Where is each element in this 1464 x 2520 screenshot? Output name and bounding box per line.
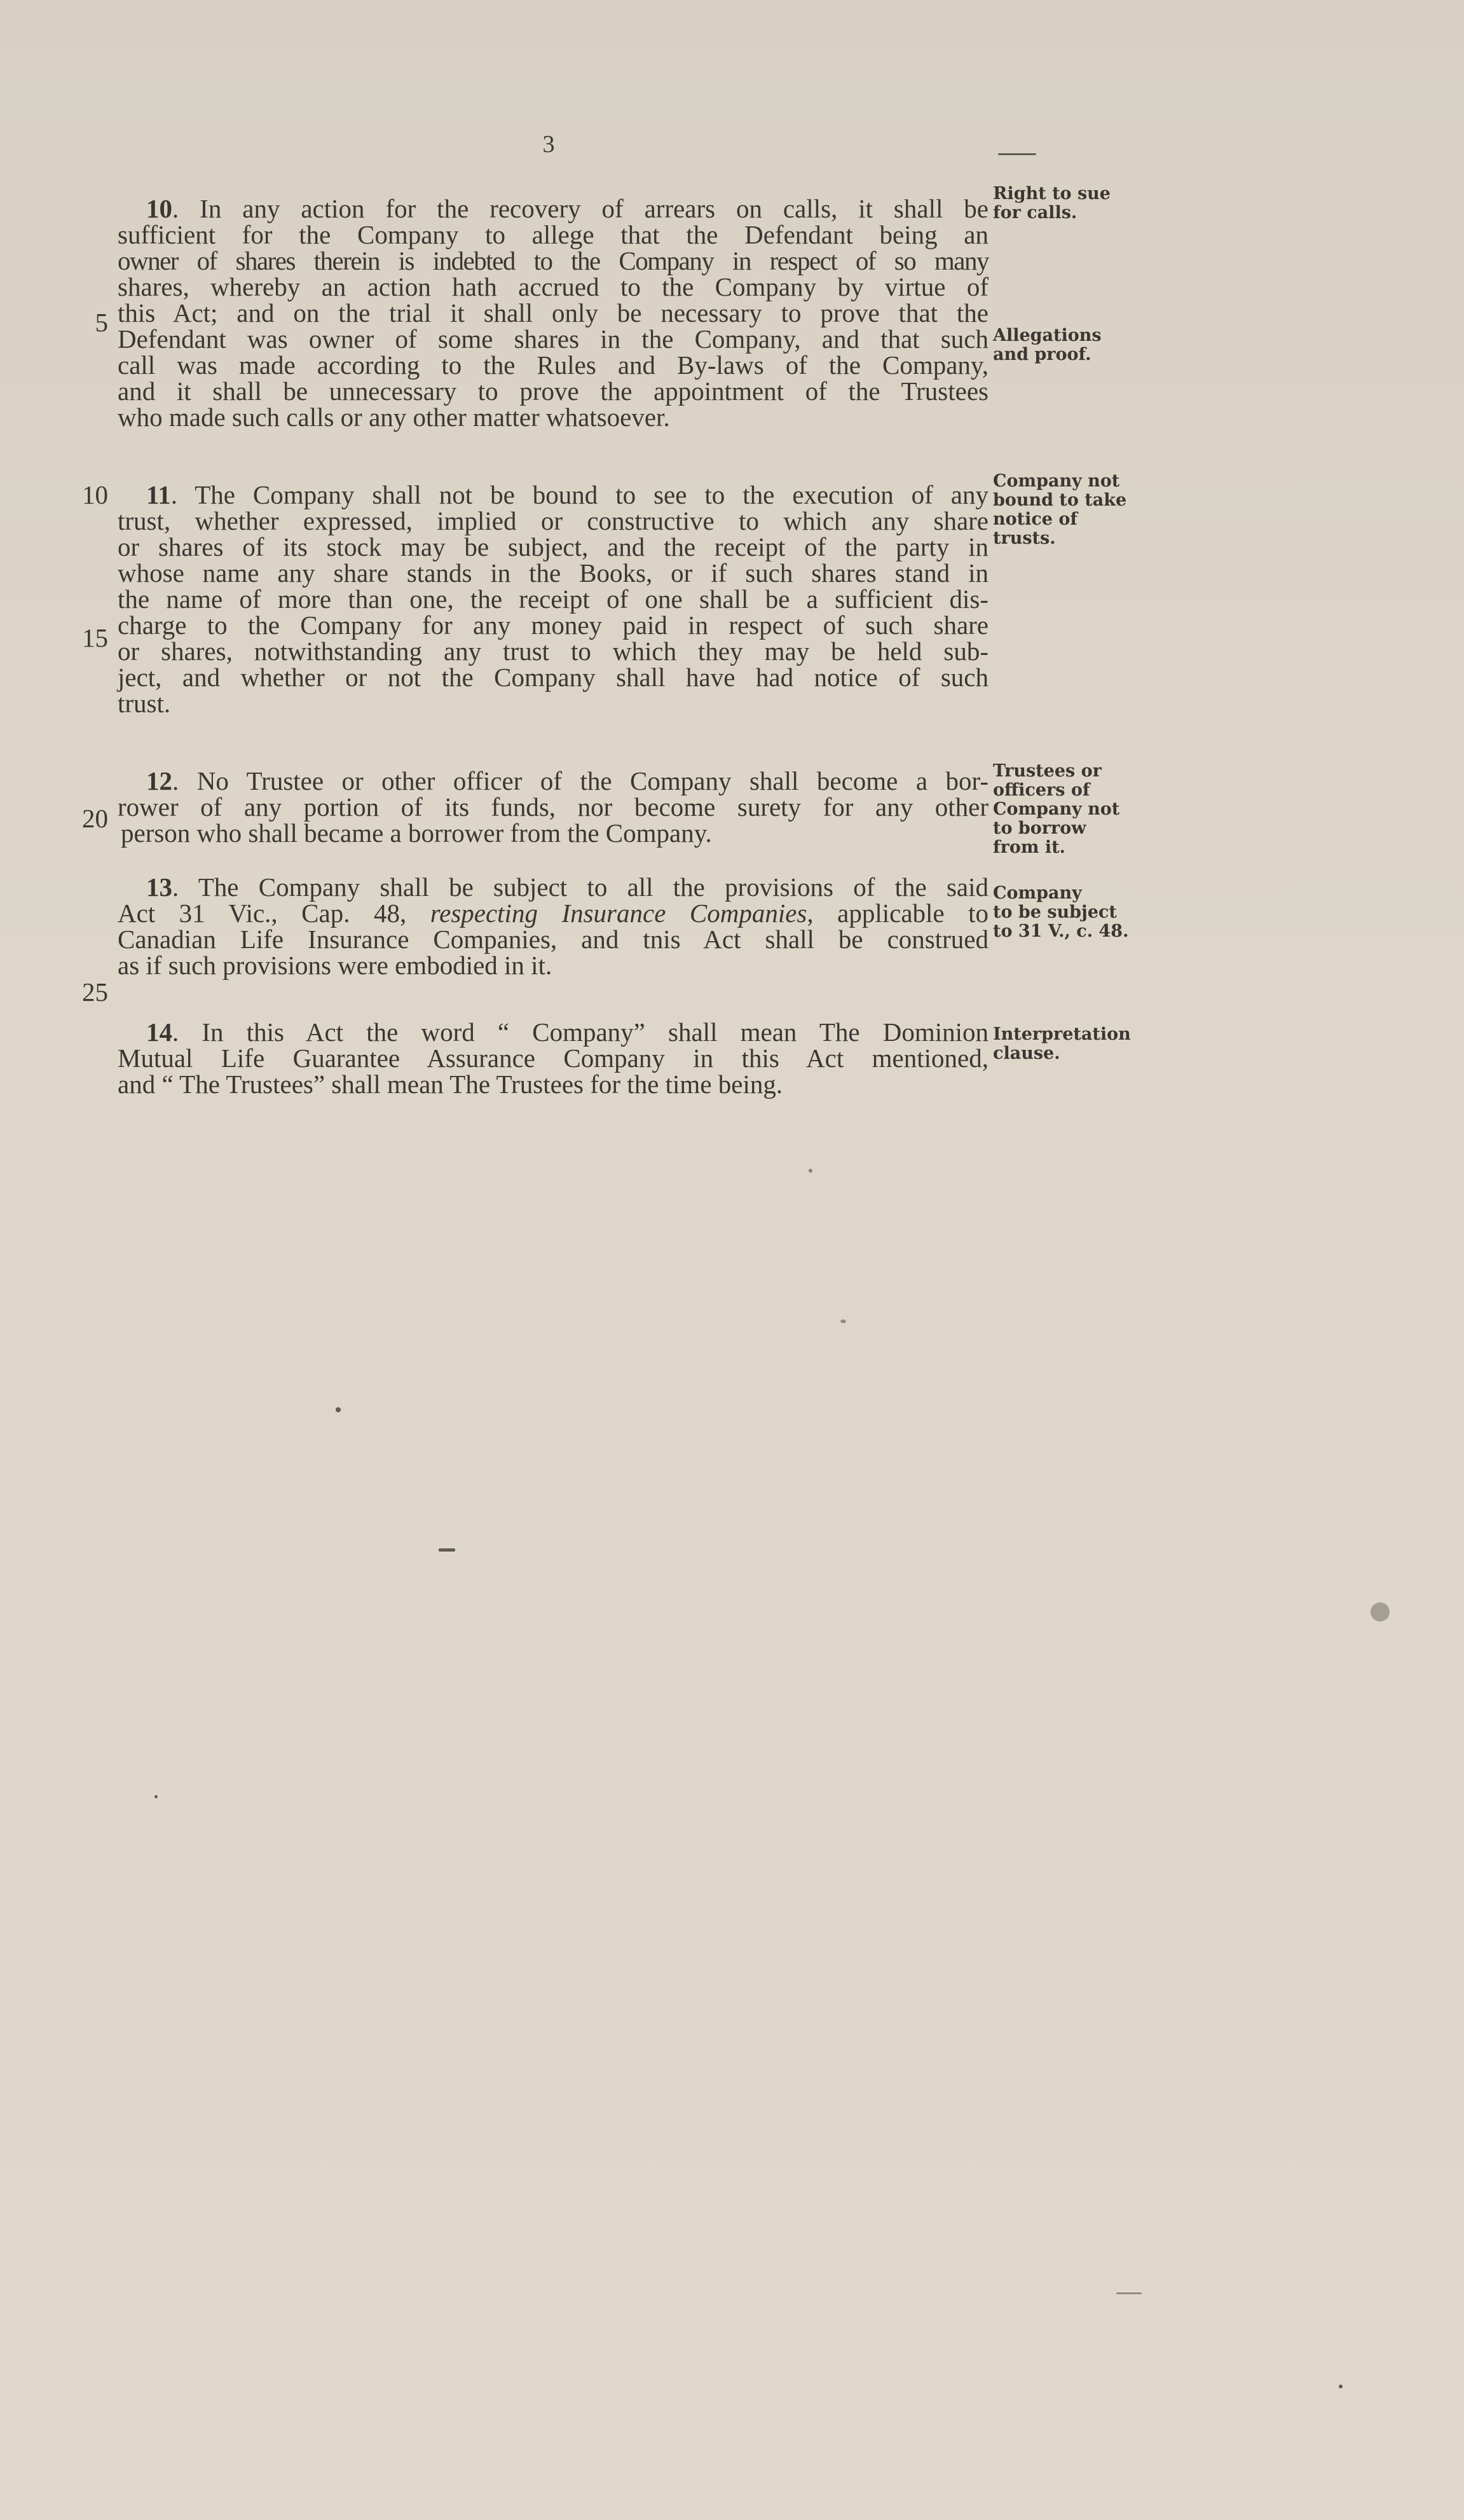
- section-line: this Act; and on the trial it shall only be necessary to prove that the: [118, 298, 989, 327]
- section-line: shares, whereby an action hath accrued to the Company by virtue of: [118, 272, 989, 301]
- section-number: 13: [146, 872, 172, 902]
- section-line: whose name any share stands in the Books, or if such shares stand in: [118, 558, 989, 588]
- section-line: or shares of its stock may be subject, and the receipt of the party in: [118, 532, 989, 561]
- section-number: 11: [146, 480, 171, 509]
- section-line: and it shall be unnecessary to prove the appointment of the Trustees: [118, 376, 989, 406]
- section-13: [118, 874, 989, 979]
- section-line: person who shall became a borrower from the Company.: [121, 818, 712, 848]
- margin-note-right-to-sue: Right to sue for calls.: [993, 184, 1111, 223]
- section-10: [118, 196, 989, 430]
- section-line: as if such provisions were embodied in it.: [118, 951, 552, 980]
- margin-note-trusts: Company not bound to take notice of trusts.: [993, 471, 1127, 548]
- section-line: Canadian Life Insurance Companies, and tnis Act shall be construed: [118, 925, 989, 954]
- section-12: [118, 768, 989, 846]
- section-line: [118, 1019, 989, 1045]
- section-line: [118, 482, 989, 508]
- section-text: . In any action for the recovery of arrears on calls, it shall be: [172, 194, 989, 223]
- paper-speck: [439, 1548, 455, 1552]
- section-line: or shares, notwithstanding any trust to which they may be held sub-: [118, 637, 989, 666]
- section-line: Act 31 Vic., Cap. 48, respecting Insurance Companies, applicable to: [118, 899, 989, 928]
- paper-speck: [1116, 2292, 1142, 2294]
- section-11: [118, 482, 989, 717]
- line-number-15: 15: [82, 623, 108, 652]
- section-line: and “ The Trustees” shall mean The Trustees for the time being.: [118, 1070, 783, 1099]
- section-number: 12: [146, 766, 172, 795]
- paper-speck: [998, 153, 1036, 155]
- margin-note-subject-to-act: Company to be subject to 31 V., c. 48.: [993, 883, 1129, 941]
- section-line: rower of any portion of its funds, nor become surety for any other: [118, 792, 989, 822]
- margin-note-allegations: Allegations and proof.: [993, 326, 1102, 364]
- section-line: sufficient for the Company to allege that the Defendant being an: [118, 220, 989, 249]
- line-number-10: 10: [82, 480, 108, 509]
- paper-speck: [840, 1319, 846, 1323]
- paper-speck: [1371, 1602, 1390, 1621]
- section-line: the name of more than one, the receipt of one shall be a sufficient dis-: [118, 584, 989, 614]
- section-line: who made such calls or any other matter whatsoever.: [118, 403, 670, 432]
- section-number: 10: [146, 194, 172, 223]
- section-line: [118, 196, 989, 222]
- paper-speck: [336, 1407, 341, 1412]
- section-text: . In this Act the word “ Company” shall mean The Dominion: [172, 1017, 989, 1047]
- margin-note-trustees-borrow: Trustees or officers of Company not to borrow from it.: [993, 761, 1120, 857]
- section-line: [118, 768, 989, 794]
- paper-speck: [809, 1169, 812, 1173]
- paper-speck: [1339, 2385, 1343, 2388]
- line-number-25: 25: [82, 977, 108, 1007]
- section-line: ject, and whether or not the Company shall have had notice of such: [118, 663, 989, 692]
- section-text: . No Trustee or other officer of the Company shall become a bor-: [172, 766, 989, 795]
- section-line: Mutual Life Guarantee Assurance Company in this Act mentioned,: [118, 1043, 989, 1073]
- margin-note-interpretation: Interpretation clause.: [993, 1024, 1131, 1063]
- section-line: [118, 874, 989, 900]
- section-text: . The Company shall be subject to all the provisions of the said: [172, 872, 989, 902]
- line-number-20: 20: [82, 804, 108, 833]
- section-text: . The Company shall not be bound to see to the execution of any: [170, 480, 989, 509]
- act-title-italic: respecting Insurance Companies: [430, 899, 807, 928]
- section-line: trust, whether expressed, implied or constructive to which any share: [118, 506, 989, 535]
- section-14: [118, 1019, 989, 1098]
- section-line: call was made according to the Rules and By-laws of the Company,: [118, 350, 989, 380]
- section-line: owner of shares therein is indebted to the Company in respect of so many: [118, 246, 989, 275]
- line-number-5: 5: [95, 308, 108, 337]
- section-number: 14: [146, 1017, 172, 1047]
- section-line: Defendant was owner of some shares in the Company, and that such: [118, 324, 989, 354]
- section-line: trust.: [118, 689, 171, 718]
- section-line: charge to the Company for any money paid in respect of such share: [118, 610, 989, 640]
- page-number: 3: [542, 131, 555, 158]
- paper-speck: [154, 1795, 158, 1798]
